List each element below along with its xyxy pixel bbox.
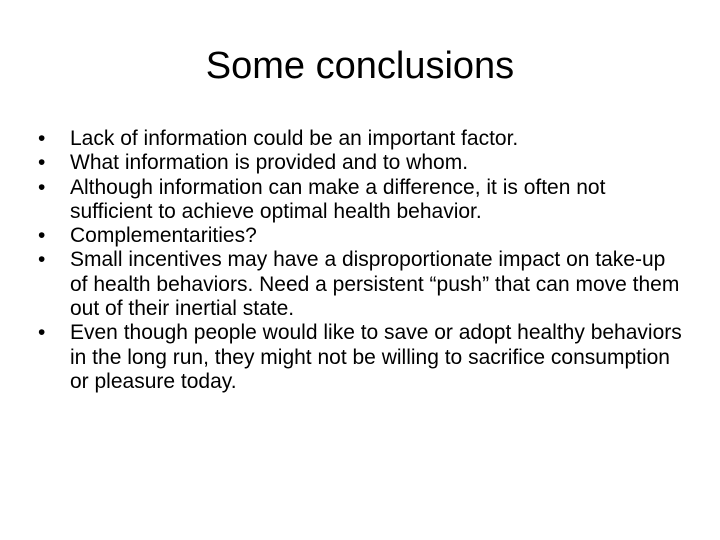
bullet-text: Even though people would like to save or adopt healthy behaviors in the long run, they might not be willing to sacrifice consumption or pleasure today.	[70, 321, 682, 393]
list-item	[38, 127, 688, 151]
bullet-icon: •	[38, 151, 46, 175]
bullet-text: Lack of information could be an important factor.	[70, 127, 519, 150]
bullet-icon: •	[38, 127, 46, 150]
bullet-icon: •	[38, 321, 46, 345]
bullet-list	[38, 127, 688, 394]
bullet-icon: •	[38, 224, 46, 248]
bullet-icon: •	[38, 175, 46, 199]
list-item	[38, 248, 688, 321]
slide-title: Some conclusions	[205, 45, 515, 87]
bullet-text: Small incentives may have a disproportionate impact on take-up of health behaviors. Need a persistent “push” that can move them out of their inertial state.	[70, 248, 680, 321]
bullet-icon: •	[38, 248, 46, 272]
bullet-text: Although information can make a difference, it is often not sufficient to achieve optimal health behavior.	[70, 175, 606, 223]
bullet-text: What information is provided and to whom.	[70, 151, 469, 175]
list-item	[38, 321, 688, 394]
list-item	[38, 224, 688, 248]
list-item	[38, 176, 688, 225]
bullet-text: Complementarities?	[70, 224, 257, 248]
list-item	[38, 151, 688, 175]
